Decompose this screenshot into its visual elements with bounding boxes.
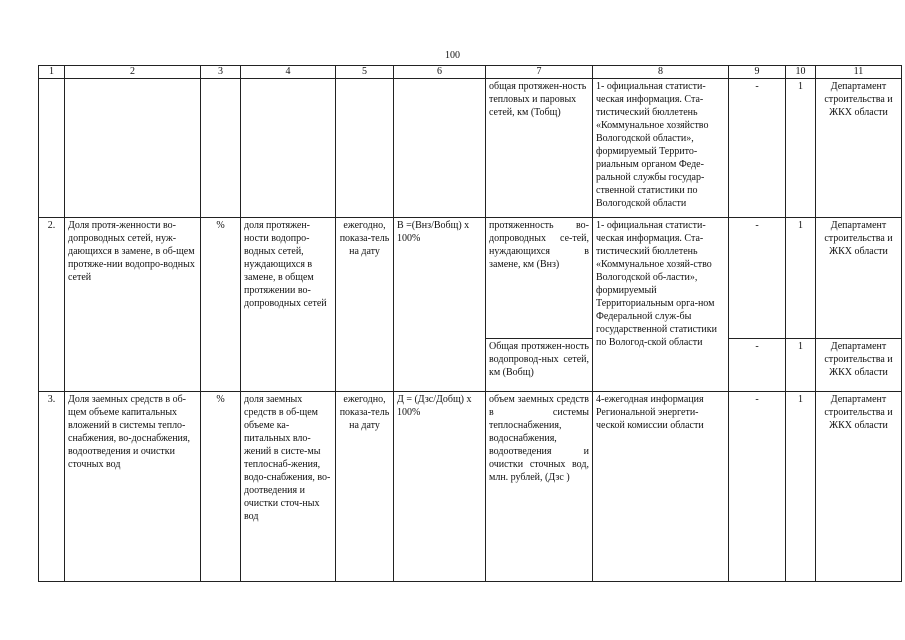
header-row [39,66,902,79]
measure-cell: объем заемных средств в системы теплоснабжения, водоснабжения, водоотведения и очистки сточных вод, млн. рублей, (Дзс ) [486,392,593,582]
source-cell: 1- официальная статисти-ческая информация. Ста-тистический бюллетень «Коммунальное хозяйство Вологодской области», формируемый Террито-риальным органом Феде-ральной службы государ-ственной статистики по Вологодской области [593,79,729,218]
cell-col10: 1 [786,79,816,218]
header-cell: 9 [729,66,786,79]
responsible-cell: Департамент строительства и ЖКХ области [816,339,902,392]
header-cell: 11 [816,66,902,79]
periodicity-cell: ежегодно, показа-тель на дату [336,392,394,582]
measure-cell: Общая протяжен-ность водопровод-ных сетей, км (Вобщ) [486,339,593,392]
table-row [39,218,902,339]
header-cell: 2 [65,66,201,79]
cell-col9: - [729,392,786,582]
source-cell: 1- официальная статисти-ческая информация. Ста-тистический бюллетень «Коммунальное хозяй-ство Вологодской об-ласти», формируемый Территориальным орга-ном Федеральной служ-бы государственной статистики по Вологод-ской области [593,218,729,392]
cell-col9: - [729,79,786,218]
responsible-cell: Департамент строительства и ЖКХ области [816,79,902,218]
definition-cell: доля протяжен-ности водопро-водных сетей, нуждающихся в замене, в общем протяжении во-допроводных сетей [241,218,336,392]
page-number: 100 [445,50,460,61]
header-cell: 5 [336,66,394,79]
indicator-name-cell: Доля протя-женности во-допроводных сетей, нуж-дающихся в замене, в об-щем протяже-нии водопро-водных сетей [65,218,201,392]
header-cell: 1 [39,66,65,79]
header-cell: 8 [593,66,729,79]
responsible-cell: Департамент строительства и ЖКХ области [816,218,902,339]
responsible-cell: Департамент строительства и ЖКХ области [816,392,902,582]
row-number: 3. [39,392,65,582]
header-cell: 3 [201,66,241,79]
cell-col9: - [729,339,786,392]
header-cell: 10 [786,66,816,79]
formula-cell: Д = (Дзс/Добщ) х 100% [394,392,486,582]
formula-cell: В =(Внз/Вобщ) х 100% [394,218,486,392]
definition-cell: доля заемных средств в об-щем объеме ка-питальных вло-жений в систе-мы теплоснаб-жения, водо-снабжения, во-доотведения и очистки сточ-ных вод [241,392,336,582]
measure-cell: общая протяжен-ность тепловых и паровых сетей, км (Тобщ) [486,79,593,218]
cell-col10: 1 [786,339,816,392]
header-cell: 7 [486,66,593,79]
header-cell: 4 [241,66,336,79]
unit-cell: % [201,392,241,582]
cell-col10: 1 [786,218,816,339]
source-cell: 4-ежегодная информация Региональной энергети-ческой комиссии области [593,392,729,582]
measure-cell: протяженность во-допроводных се-тей, нуждающихся в замене, км (Внз) [486,218,593,339]
table-row [39,79,902,218]
header-cell: 6 [394,66,486,79]
indicator-name-cell: Доля заемных средств в об-щем объеме капитальных вложений в системы тепло-снабжения, во-доснабжения, водоотведения и очистки сточных вод [65,392,201,582]
cell-col10: 1 [786,392,816,582]
indicators-table [38,65,902,582]
periodicity-cell: ежегодно, показа-тель на дату [336,218,394,392]
unit-cell: % [201,218,241,392]
table-row [39,392,902,582]
row-number: 2. [39,218,65,392]
cell-col9: - [729,218,786,339]
